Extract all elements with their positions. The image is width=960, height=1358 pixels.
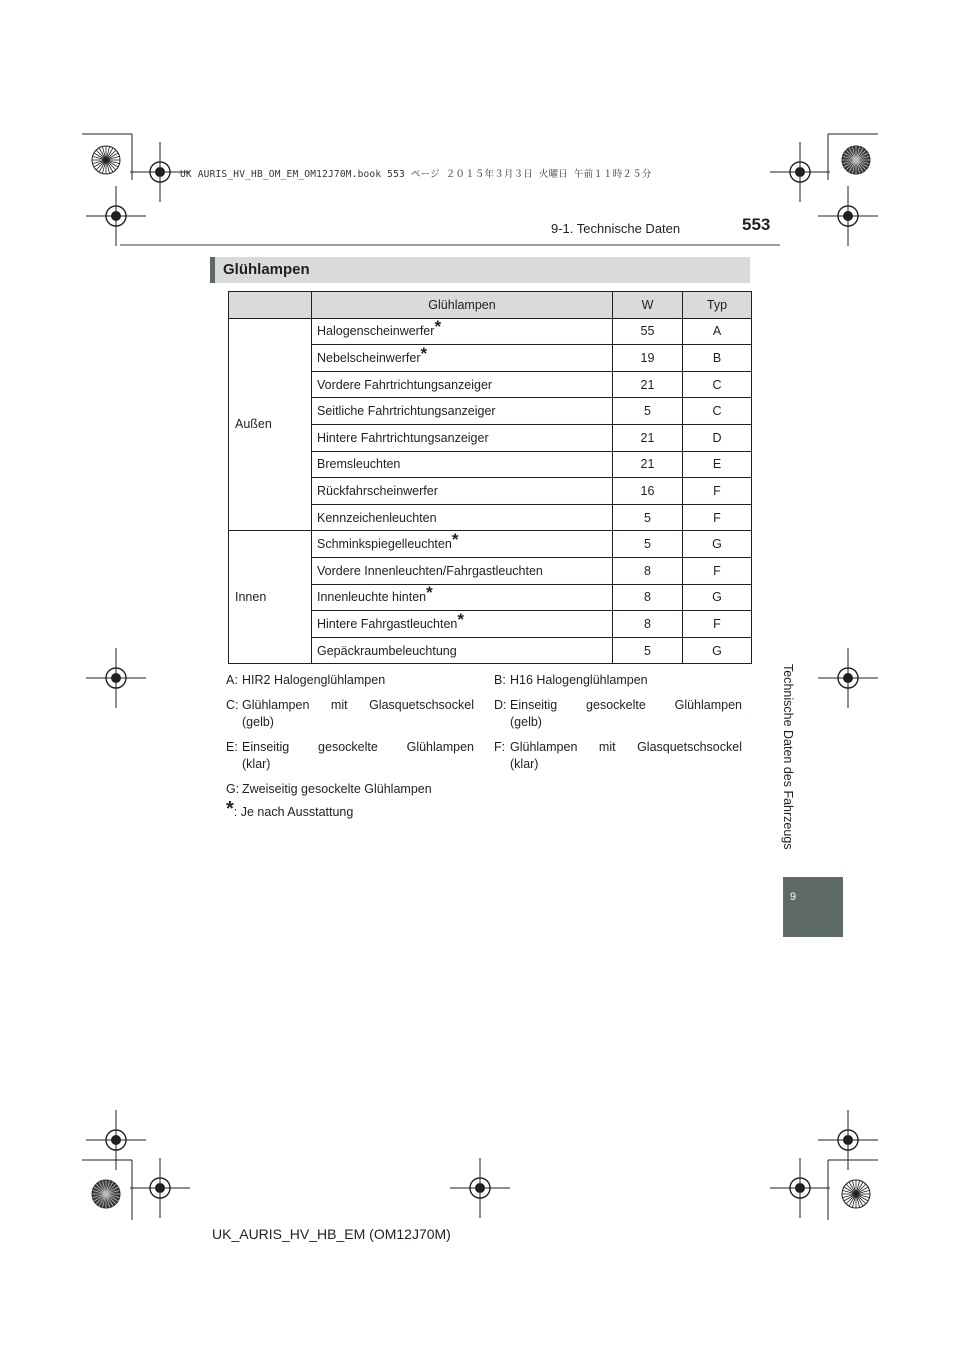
chapter-number: 9: [790, 891, 797, 903]
wattage-cell: 16: [613, 478, 683, 505]
note-text: [510, 697, 742, 731]
bulb-name-cell: [312, 611, 613, 638]
note-text: [510, 672, 742, 689]
page-number: 553: [742, 215, 771, 234]
bulb-name: Vordere Fahrtrichtungsanzeiger: [317, 377, 493, 392]
note-letter: A:: [226, 673, 238, 687]
document-code: UK_AURIS_HV_HB_EM (OM12J70M): [212, 1226, 451, 1242]
type-cell: D: [683, 424, 752, 451]
bulb-name-cell: [312, 451, 613, 478]
section-label: 9-1. Technische Daten: [551, 221, 681, 236]
note-line: (klar): [242, 757, 271, 771]
footnote-marker: *: [434, 317, 442, 337]
bulb-name-cell: [312, 398, 613, 425]
note-line: (gelb): [510, 715, 542, 729]
note-text: [242, 697, 474, 731]
note-line: H16 Halogenglühlampen: [510, 673, 648, 687]
wattage-cell: 21: [613, 371, 683, 398]
type-cell: F: [683, 478, 752, 505]
type-cell: F: [683, 611, 752, 638]
header-rule: [120, 244, 780, 246]
bulb-name-cell: [312, 371, 613, 398]
footnote: [226, 798, 354, 821]
bulb-name-cell: [312, 424, 613, 451]
type-cell: C: [683, 371, 752, 398]
type-cell: A: [683, 318, 752, 345]
registration-crosshair: [818, 648, 878, 708]
note-letter: B:: [494, 673, 506, 687]
bulb-name-cell: [312, 584, 613, 611]
bulb-name-cell: [312, 478, 613, 505]
group-cell: Innen: [229, 531, 312, 664]
type-cell: B: [683, 345, 752, 372]
heading-accent: [210, 257, 215, 283]
note-b: [494, 672, 742, 689]
bulb-table: [228, 291, 752, 664]
note-line: (klar): [510, 757, 539, 771]
color-wheel-icon: [92, 1180, 120, 1208]
footnote-marker: *: [457, 609, 464, 629]
wattage-cell: 55: [613, 318, 683, 345]
section-heading: [210, 257, 750, 283]
wattage-cell: 8: [613, 584, 683, 611]
registration-crosshair: [770, 1158, 830, 1218]
header-watt: W: [613, 292, 683, 319]
wattage-cell: 5: [613, 398, 683, 425]
note-a: [226, 672, 474, 689]
group-cell: Außen: [229, 318, 312, 531]
chapter-tab[interactable]: [783, 877, 843, 937]
bulb-name: Gepäckraumbeleuchtung: [317, 643, 457, 658]
registration-crosshair: [86, 186, 146, 246]
print-header: UK AURIS_HV_HB_OM_EM_OM12J70M.book 553 ページ ２０１５年３月３日 火曜日 午前１１時２５分: [180, 169, 652, 180]
bulb-name: Vordere Innenleuchten/Fahrgastleuchten: [317, 563, 543, 578]
registration-crosshair: [770, 142, 830, 202]
footnote-marker: *: [420, 343, 428, 363]
note-text: [242, 781, 526, 798]
note-line: Zweiseitig gesockelte Glühlampen: [242, 782, 432, 796]
bulb-name: Hintere Fahrtrichtungsanzeiger: [317, 430, 489, 445]
registration-crosshair: [818, 1110, 878, 1170]
note-line: HIR2 Halogenglühlampen: [242, 673, 386, 687]
table-row: [229, 318, 752, 345]
bulb-name-cell: [312, 345, 613, 372]
bulb-name-cell: [312, 557, 613, 584]
bulb-name: Innenleuchte hinten: [317, 590, 427, 605]
note-line: (gelb): [242, 715, 274, 729]
type-cell: F: [683, 557, 752, 584]
registration-crosshair: [86, 648, 146, 708]
note-letter: C:: [226, 698, 239, 712]
bulb-name: Seitliche Fahrtrichtungsanzeiger: [317, 404, 496, 419]
wattage-cell: 19: [613, 345, 683, 372]
wattage-cell: 21: [613, 424, 683, 451]
bulb-name-cell: [312, 531, 613, 558]
bulb-name: Schminkspiegelleuchten: [317, 537, 452, 552]
type-cell: F: [683, 504, 752, 531]
header-bulb: Glühlampen: [312, 292, 613, 319]
footnote-marker: *: [451, 530, 459, 550]
table-row: [229, 531, 752, 558]
note-c: [226, 697, 474, 731]
registration-crosshair: [818, 186, 878, 246]
heading-text: Glühlampen: [223, 261, 310, 278]
note-g: [226, 781, 526, 798]
type-cell: E: [683, 451, 752, 478]
wattage-cell: 8: [613, 557, 683, 584]
note-line: Glühlampen mit Glasquetschsockel: [242, 698, 474, 712]
type-cell: G: [683, 584, 752, 611]
header-group: [229, 292, 312, 319]
bulb-name-cell: [312, 637, 613, 664]
note-f: [494, 739, 742, 773]
color-wheel-icon: [92, 146, 120, 174]
note-text: [242, 672, 474, 689]
note-letter: F:: [494, 740, 506, 754]
footnote-text: : Je nach Ausstattung: [233, 805, 354, 819]
footnote-star: *: [226, 798, 234, 820]
note-letter: E:: [226, 740, 238, 754]
bulb-name: Rückfahrscheinwerfer: [317, 483, 438, 498]
note-line: Glühlampen mit Glasquetschsockel: [510, 740, 742, 754]
wattage-cell: 5: [613, 531, 683, 558]
note-line: Einseitig gesockelte Glühlampen: [510, 698, 742, 712]
wattage-cell: 5: [613, 637, 683, 664]
color-wheel-icon: [842, 1180, 870, 1208]
bulb-name-cell: [312, 504, 613, 531]
note-line: Einseitig gesockelte Glühlampen: [242, 740, 474, 754]
wattage-cell: 5: [613, 504, 683, 531]
registration-crosshair: [130, 1158, 190, 1218]
type-cell: C: [683, 398, 752, 425]
table-body: [229, 318, 752, 664]
bulb-name: Nebelscheinwerfer: [317, 350, 421, 365]
bulb-name: Halogenscheinwerfer: [317, 324, 435, 339]
bulb-name-cell: [312, 318, 613, 345]
table-header-row: [229, 292, 752, 319]
registration-crosshair: [450, 1158, 510, 1218]
note-text: [242, 739, 474, 773]
registration-crosshair: [86, 1110, 146, 1170]
type-cell: G: [683, 637, 752, 664]
bulb-name: Hintere Fahrgastleuchten: [317, 616, 458, 631]
note-letter: D:: [494, 698, 507, 712]
note-d: [494, 697, 742, 731]
note-e: [226, 739, 474, 773]
wattage-cell: 21: [613, 451, 683, 478]
bulb-name: Bremsleuchten: [317, 457, 401, 472]
color-wheel-icon: [842, 146, 870, 174]
wattage-cell: 8: [613, 611, 683, 638]
note-text: [510, 739, 742, 773]
type-cell: G: [683, 531, 752, 558]
footnote-marker: *: [426, 583, 433, 603]
note-letter: G:: [226, 782, 240, 796]
bulb-name: Kennzeichenleuchten: [317, 510, 437, 525]
header-type: Typ: [683, 292, 752, 319]
chapter-side-title: Technische Daten des Fahrzeugs: [781, 664, 795, 850]
